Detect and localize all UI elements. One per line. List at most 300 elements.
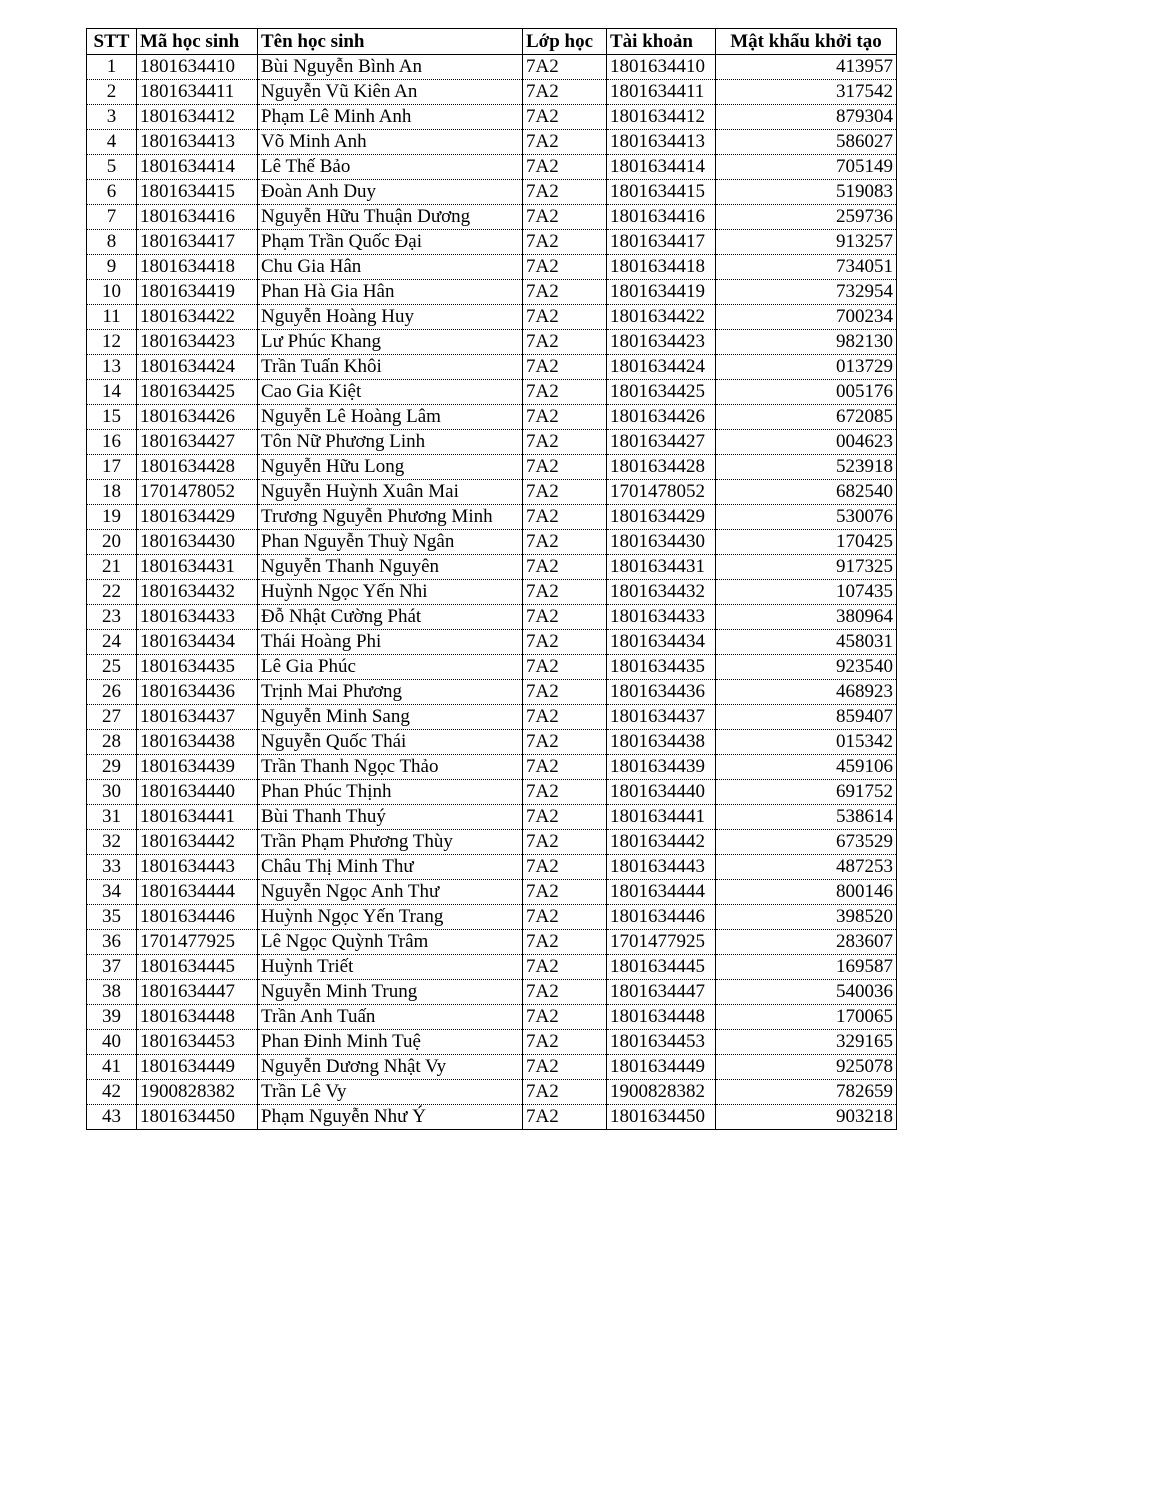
row-stt: 4 (87, 130, 137, 155)
row-student-code: 1801634448 (137, 1005, 258, 1030)
row-student-name: Trần Tuấn Khôi (258, 355, 523, 380)
table-row (87, 980, 897, 1005)
table-row (87, 105, 897, 130)
row-student-code: 1900828382 (137, 1080, 258, 1105)
row-student-name: Võ Minh Anh (258, 130, 523, 155)
header-row (87, 29, 897, 55)
row-stt: 31 (87, 805, 137, 830)
table-row (87, 480, 897, 505)
row-account: 1801634427 (607, 430, 716, 455)
table-row (87, 880, 897, 905)
row-initial-password: 682540 (716, 480, 897, 505)
table-row (87, 255, 897, 280)
row-class: 7A2 (523, 205, 607, 230)
row-student-code: 1701478052 (137, 480, 258, 505)
row-account: 1801634422 (607, 305, 716, 330)
row-account: 1801634414 (607, 155, 716, 180)
row-class: 7A2 (523, 1105, 607, 1130)
row-student-name: Phan Đinh Minh Tuệ (258, 1030, 523, 1055)
table-header (87, 29, 897, 55)
row-initial-password: 859407 (716, 705, 897, 730)
row-initial-password: 800146 (716, 880, 897, 905)
row-initial-password: 487253 (716, 855, 897, 880)
row-student-name: Nguyễn Thanh Nguyên (258, 555, 523, 580)
row-stt: 27 (87, 705, 137, 730)
row-student-code: 1801634436 (137, 680, 258, 705)
row-initial-password: 413957 (716, 55, 897, 80)
row-student-code: 1801634427 (137, 430, 258, 455)
row-initial-password: 879304 (716, 105, 897, 130)
row-class: 7A2 (523, 380, 607, 405)
row-initial-password: 530076 (716, 505, 897, 530)
row-student-code: 1801634430 (137, 530, 258, 555)
row-student-name: Trần Lê Vy (258, 1080, 523, 1105)
row-class: 7A2 (523, 1030, 607, 1055)
row-student-name: Nguyễn Hoàng Huy (258, 305, 523, 330)
table-row (87, 830, 897, 855)
row-student-name: Phạm Lê Minh Anh (258, 105, 523, 130)
row-student-name: Lư Phúc Khang (258, 330, 523, 355)
row-stt: 38 (87, 980, 137, 1005)
row-account: 1801634446 (607, 905, 716, 930)
row-class: 7A2 (523, 1005, 607, 1030)
row-stt: 30 (87, 780, 137, 805)
table-row (87, 155, 897, 180)
row-account: 1801634437 (607, 705, 716, 730)
row-student-name: Huỳnh Ngọc Yến Nhi (258, 580, 523, 605)
row-student-code: 1801634417 (137, 230, 258, 255)
row-class: 7A2 (523, 505, 607, 530)
row-stt: 29 (87, 755, 137, 780)
row-class: 7A2 (523, 480, 607, 505)
row-account: 1801634426 (607, 405, 716, 430)
row-student-code: 1801634412 (137, 105, 258, 130)
row-initial-password: 380964 (716, 605, 897, 630)
row-initial-password: 523918 (716, 455, 897, 480)
row-account: 1801634434 (607, 630, 716, 655)
row-account: 1801634429 (607, 505, 716, 530)
row-class: 7A2 (523, 880, 607, 905)
row-initial-password: 107435 (716, 580, 897, 605)
row-stt: 43 (87, 1105, 137, 1130)
row-student-name: Phan Hà Gia Hân (258, 280, 523, 305)
row-stt: 1 (87, 55, 137, 80)
table-row (87, 555, 897, 580)
row-stt: 42 (87, 1080, 137, 1105)
table-row (87, 380, 897, 405)
row-student-code: 1801634439 (137, 755, 258, 780)
row-class: 7A2 (523, 80, 607, 105)
row-student-code: 1801634426 (137, 405, 258, 430)
row-class: 7A2 (523, 980, 607, 1005)
row-student-name: Lê Thế Bảo (258, 155, 523, 180)
row-class: 7A2 (523, 705, 607, 730)
row-initial-password: 004623 (716, 430, 897, 455)
table-row (87, 655, 897, 680)
row-class: 7A2 (523, 1080, 607, 1105)
row-student-code: 1801634446 (137, 905, 258, 930)
row-account: 1801634433 (607, 605, 716, 630)
row-initial-password: 705149 (716, 155, 897, 180)
row-student-name: Nguyễn Hữu Long (258, 455, 523, 480)
row-student-code: 1801634435 (137, 655, 258, 680)
row-class: 7A2 (523, 180, 607, 205)
row-initial-password: 673529 (716, 830, 897, 855)
table-row (87, 855, 897, 880)
row-stt: 14 (87, 380, 137, 405)
row-student-code: 1801634450 (137, 1105, 258, 1130)
row-student-code: 1801634416 (137, 205, 258, 230)
row-student-code: 1801634432 (137, 580, 258, 605)
row-student-code: 1701477925 (137, 930, 258, 955)
row-initial-password: 169587 (716, 955, 897, 980)
row-class: 7A2 (523, 580, 607, 605)
row-student-name: Huỳnh Ngọc Yến Trang (258, 905, 523, 930)
row-initial-password: 982130 (716, 330, 897, 355)
row-student-name: Nguyễn Ngọc Anh Thư (258, 880, 523, 905)
row-account: 1801634436 (607, 680, 716, 705)
row-student-code: 1801634424 (137, 355, 258, 380)
row-student-name: Nguyễn Minh Sang (258, 705, 523, 730)
row-initial-password: 458031 (716, 630, 897, 655)
row-account: 1801634442 (607, 830, 716, 855)
row-student-code: 1801634444 (137, 880, 258, 905)
table-row (87, 1105, 897, 1130)
row-account: 1701478052 (607, 480, 716, 505)
row-student-name: Nguyễn Lê Hoàng Lâm (258, 405, 523, 430)
row-class: 7A2 (523, 680, 607, 705)
row-stt: 19 (87, 505, 137, 530)
row-stt: 33 (87, 855, 137, 880)
table-row (87, 230, 897, 255)
row-student-name: Trương Nguyễn Phương Minh (258, 505, 523, 530)
table-row (87, 130, 897, 155)
row-stt: 5 (87, 155, 137, 180)
row-class: 7A2 (523, 455, 607, 480)
row-student-code: 1801634431 (137, 555, 258, 580)
row-student-code: 1801634413 (137, 130, 258, 155)
row-student-code: 1801634437 (137, 705, 258, 730)
row-account: 1801634435 (607, 655, 716, 680)
table-row (87, 680, 897, 705)
row-class: 7A2 (523, 905, 607, 930)
row-class: 7A2 (523, 630, 607, 655)
row-initial-password: 329165 (716, 1030, 897, 1055)
table-row (87, 605, 897, 630)
row-initial-password: 672085 (716, 405, 897, 430)
row-account: 1801634419 (607, 280, 716, 305)
row-account: 1801634448 (607, 1005, 716, 1030)
row-class: 7A2 (523, 855, 607, 880)
header-account: Tài khoản (607, 29, 716, 55)
row-class: 7A2 (523, 230, 607, 255)
table-row (87, 305, 897, 330)
row-initial-password: 317542 (716, 80, 897, 105)
row-student-code: 1801634447 (137, 980, 258, 1005)
row-stt: 28 (87, 730, 137, 755)
row-account: 1801634438 (607, 730, 716, 755)
row-stt: 23 (87, 605, 137, 630)
row-class: 7A2 (523, 1055, 607, 1080)
row-class: 7A2 (523, 805, 607, 830)
row-stt: 12 (87, 330, 137, 355)
row-account: 1801634443 (607, 855, 716, 880)
row-stt: 2 (87, 80, 137, 105)
row-student-code: 1801634419 (137, 280, 258, 305)
row-student-name: Nguyễn Hữu Thuận Dương (258, 205, 523, 230)
header-stt: STT (87, 29, 137, 55)
row-student-name: Phạm Nguyễn Như Ý (258, 1105, 523, 1130)
table-row (87, 755, 897, 780)
row-stt: 35 (87, 905, 137, 930)
table-row (87, 80, 897, 105)
row-student-name: Chu Gia Hân (258, 255, 523, 280)
row-student-name: Nguyễn Vũ Kiên An (258, 80, 523, 105)
row-student-code: 1801634410 (137, 55, 258, 80)
row-student-name: Phan Nguyễn Thuỳ Ngân (258, 530, 523, 555)
row-student-name: Lê Gia Phúc (258, 655, 523, 680)
row-class: 7A2 (523, 430, 607, 455)
row-student-name: Bùi Thanh Thuý (258, 805, 523, 830)
row-account: 1801634439 (607, 755, 716, 780)
table-row (87, 780, 897, 805)
row-student-name: Trần Phạm Phương Thùy (258, 830, 523, 855)
row-student-name: Tôn Nữ Phương Linh (258, 430, 523, 455)
row-stt: 26 (87, 680, 137, 705)
table-row (87, 55, 897, 80)
row-stt: 3 (87, 105, 137, 130)
row-student-code: 1801634442 (137, 830, 258, 855)
row-class: 7A2 (523, 330, 607, 355)
header-class: Lớp học (523, 29, 607, 55)
row-student-name: Đoàn Anh Duy (258, 180, 523, 205)
row-class: 7A2 (523, 280, 607, 305)
table-row (87, 430, 897, 455)
row-account: 1801634447 (607, 980, 716, 1005)
row-initial-password: 917325 (716, 555, 897, 580)
row-account: 1801634411 (607, 80, 716, 105)
row-account: 1801634431 (607, 555, 716, 580)
row-stt: 21 (87, 555, 137, 580)
row-account: 1801634432 (607, 580, 716, 605)
row-student-name: Nguyễn Dương Nhật Vy (258, 1055, 523, 1080)
row-student-name: Phan Phúc Thịnh (258, 780, 523, 805)
table-row (87, 955, 897, 980)
row-stt: 22 (87, 580, 137, 605)
row-student-code: 1801634438 (137, 730, 258, 755)
row-account: 1801634413 (607, 130, 716, 155)
row-class: 7A2 (523, 730, 607, 755)
row-student-name: Châu Thị Minh Thư (258, 855, 523, 880)
table-row (87, 580, 897, 605)
row-stt: 41 (87, 1055, 137, 1080)
row-stt: 15 (87, 405, 137, 430)
row-account: 1801634453 (607, 1030, 716, 1055)
row-account: 1801634450 (607, 1105, 716, 1130)
row-account: 1900828382 (607, 1080, 716, 1105)
row-account: 1801634416 (607, 205, 716, 230)
row-initial-password: 013729 (716, 355, 897, 380)
table-row (87, 1055, 897, 1080)
row-initial-password: 913257 (716, 230, 897, 255)
row-initial-password: 691752 (716, 780, 897, 805)
row-account: 1801634417 (607, 230, 716, 255)
row-student-name: Trịnh Mai Phương (258, 680, 523, 705)
row-class: 7A2 (523, 405, 607, 430)
table-row (87, 180, 897, 205)
row-student-name: Nguyễn Quốc Thái (258, 730, 523, 755)
row-class: 7A2 (523, 555, 607, 580)
row-account: 1801634423 (607, 330, 716, 355)
row-initial-password: 923540 (716, 655, 897, 680)
row-account: 1801634412 (607, 105, 716, 130)
row-initial-password: 925078 (716, 1055, 897, 1080)
row-initial-password: 519083 (716, 180, 897, 205)
row-student-code: 1801634423 (137, 330, 258, 355)
row-student-code: 1801634422 (137, 305, 258, 330)
row-initial-password: 005176 (716, 380, 897, 405)
row-stt: 18 (87, 480, 137, 505)
table-row (87, 280, 897, 305)
row-stt: 20 (87, 530, 137, 555)
row-initial-password: 903218 (716, 1105, 897, 1130)
table-row (87, 405, 897, 430)
table-row (87, 505, 897, 530)
row-stt: 17 (87, 455, 137, 480)
table-row (87, 905, 897, 930)
table-row (87, 805, 897, 830)
row-account: 1801634440 (607, 780, 716, 805)
student-account-table (86, 28, 897, 1130)
row-student-name: Bùi Nguyễn Bình An (258, 55, 523, 80)
row-account: 1801634445 (607, 955, 716, 980)
row-student-code: 1801634453 (137, 1030, 258, 1055)
row-student-name: Huỳnh Triết (258, 955, 523, 980)
row-class: 7A2 (523, 930, 607, 955)
row-class: 7A2 (523, 130, 607, 155)
table-row (87, 705, 897, 730)
row-account: 1801634418 (607, 255, 716, 280)
row-student-name: Thái Hoàng Phi (258, 630, 523, 655)
row-student-code: 1801634445 (137, 955, 258, 980)
row-initial-password: 398520 (716, 905, 897, 930)
row-initial-password: 538614 (716, 805, 897, 830)
row-student-code: 1801634418 (137, 255, 258, 280)
row-student-name: Trần Anh Tuấn (258, 1005, 523, 1030)
row-student-code: 1801634443 (137, 855, 258, 880)
row-class: 7A2 (523, 955, 607, 980)
row-account: 1801634441 (607, 805, 716, 830)
row-student-code: 1801634414 (137, 155, 258, 180)
row-class: 7A2 (523, 530, 607, 555)
row-initial-password: 700234 (716, 305, 897, 330)
row-student-code: 1801634415 (137, 180, 258, 205)
table-row (87, 930, 897, 955)
row-student-code: 1801634441 (137, 805, 258, 830)
row-account: 1801634415 (607, 180, 716, 205)
row-class: 7A2 (523, 155, 607, 180)
table-body (87, 55, 897, 1130)
row-account: 1801634444 (607, 880, 716, 905)
row-student-code: 1801634428 (137, 455, 258, 480)
row-account: 1801634410 (607, 55, 716, 80)
row-initial-password: 586027 (716, 130, 897, 155)
row-class: 7A2 (523, 605, 607, 630)
row-stt: 25 (87, 655, 137, 680)
table-row (87, 205, 897, 230)
row-initial-password: 782659 (716, 1080, 897, 1105)
row-stt: 7 (87, 205, 137, 230)
row-stt: 9 (87, 255, 137, 280)
row-account: 1701477925 (607, 930, 716, 955)
row-stt: 24 (87, 630, 137, 655)
row-student-code: 1801634411 (137, 80, 258, 105)
row-initial-password: 259736 (716, 205, 897, 230)
row-student-code: 1801634429 (137, 505, 258, 530)
row-stt: 13 (87, 355, 137, 380)
header-initial-password: Mật khẩu khởi tạo (716, 29, 897, 55)
row-initial-password: 283607 (716, 930, 897, 955)
row-account: 1801634425 (607, 380, 716, 405)
table-row (87, 530, 897, 555)
row-student-name: Nguyễn Huỳnh Xuân Mai (258, 480, 523, 505)
row-class: 7A2 (523, 255, 607, 280)
row-student-code: 1801634449 (137, 1055, 258, 1080)
row-student-name: Phạm Trần Quốc Đại (258, 230, 523, 255)
row-account: 1801634430 (607, 530, 716, 555)
row-student-name: Cao Gia Kiệt (258, 380, 523, 405)
row-class: 7A2 (523, 780, 607, 805)
row-class: 7A2 (523, 305, 607, 330)
row-account: 1801634424 (607, 355, 716, 380)
row-stt: 6 (87, 180, 137, 205)
row-initial-password: 734051 (716, 255, 897, 280)
row-student-code: 1801634433 (137, 605, 258, 630)
row-initial-password: 540036 (716, 980, 897, 1005)
row-stt: 16 (87, 430, 137, 455)
row-class: 7A2 (523, 105, 607, 130)
table-row (87, 330, 897, 355)
row-stt: 39 (87, 1005, 137, 1030)
row-student-code: 1801634425 (137, 380, 258, 405)
row-class: 7A2 (523, 55, 607, 80)
row-initial-password: 459106 (716, 755, 897, 780)
table-row (87, 1030, 897, 1055)
table-row (87, 730, 897, 755)
row-student-name: Trần Thanh Ngọc Thảo (258, 755, 523, 780)
row-student-code: 1801634434 (137, 630, 258, 655)
row-class: 7A2 (523, 830, 607, 855)
table-row (87, 455, 897, 480)
row-stt: 11 (87, 305, 137, 330)
row-initial-password: 015342 (716, 730, 897, 755)
table-row (87, 355, 897, 380)
row-class: 7A2 (523, 655, 607, 680)
header-student-name: Tên học sinh (258, 29, 523, 55)
row-initial-password: 170065 (716, 1005, 897, 1030)
row-student-code: 1801634440 (137, 780, 258, 805)
row-stt: 10 (87, 280, 137, 305)
row-account: 1801634428 (607, 455, 716, 480)
row-initial-password: 732954 (716, 280, 897, 305)
row-student-name: Lê Ngọc Quỳnh Trâm (258, 930, 523, 955)
row-stt: 34 (87, 880, 137, 905)
row-stt: 8 (87, 230, 137, 255)
table-row (87, 1080, 897, 1105)
row-stt: 37 (87, 955, 137, 980)
row-student-name: Đỗ Nhật Cường Phát (258, 605, 523, 630)
row-initial-password: 170425 (716, 530, 897, 555)
